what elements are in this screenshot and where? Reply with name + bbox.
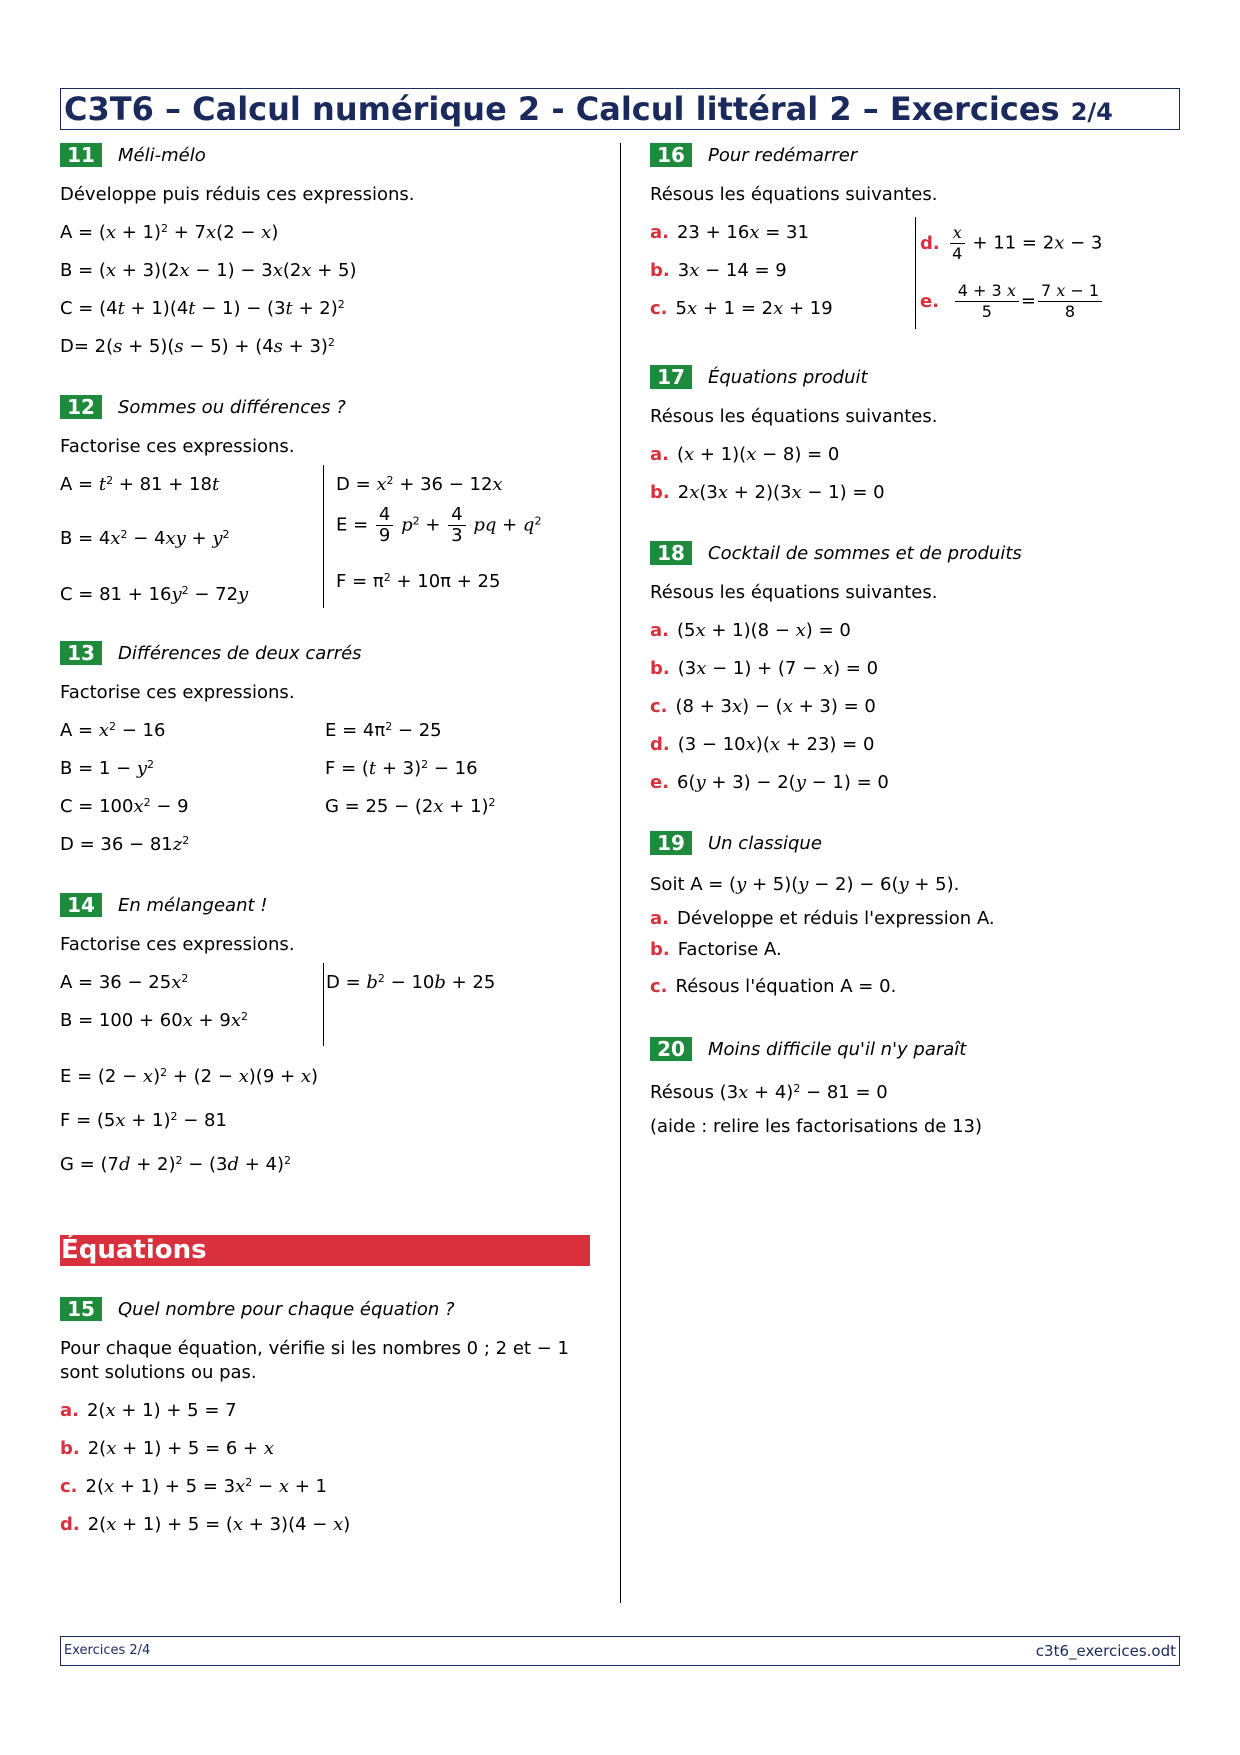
equation: a. (5x + 1)(8 − x) = 0 (650, 620, 851, 641)
exercise-number: 12 (60, 395, 102, 419)
exercise-title: Méli-mélo (118, 144, 206, 166)
question: b. Factorise A. (650, 939, 782, 960)
expression: B = (x + 3)(2x − 1) − 3x(2x + 5) (60, 260, 357, 281)
expression: $B = 1 - y^2$ (60, 758, 155, 779)
page-header (60, 88, 1180, 130)
exercise-title: Différences de deux carrés (118, 642, 362, 664)
separator (323, 963, 324, 1046)
equation: d. $\frac{x}{4}$ + 11 = 2x − 3 (920, 223, 1103, 263)
equation: b. 2x(3x + 2)(3x − 1) = 0 (650, 482, 885, 503)
instruction: Développe puis réduis ces expressions. (60, 184, 415, 205)
exercise-number: 19 (650, 831, 692, 855)
exercise-title: Équations produit (708, 366, 868, 388)
expression: $A = t^2 + 81 + 18t$ (60, 474, 220, 495)
page-number: 2/4 (1070, 98, 1113, 126)
expression: $G = (7d + 2)^2 - (3d + 4)^2$ (60, 1154, 292, 1175)
instruction: Résous les équations suivantes. (650, 184, 938, 205)
expression: $E = (2 - x)^2 + (2 - x)(9 + x)$ (60, 1066, 318, 1087)
expression: $A = 36 - 25x^2$ (60, 972, 189, 993)
instruction: Factorise ces expressions. (60, 436, 295, 457)
expression: $F = (t + 3)^2 - 16$ (325, 758, 478, 779)
statement: Soit A = (y + 5)(y − 2) − 6(y + 5). (650, 874, 960, 895)
equation: a. (x + 1)(x − 8) = 0 (650, 444, 840, 465)
expression: E = $\frac{4}{9}$ $p^2$ + $\frac{4}{3}$ pq + $q^2$ (336, 504, 542, 546)
question: a. Développe et réduis l'expression A. (650, 908, 995, 929)
footer-filename: c3t6_exercices.odt (1035, 1642, 1176, 1660)
exercise-14 (60, 893, 590, 1173)
exercise-number: 14 (60, 893, 102, 917)
equation: e. $\frac{4 + 3 x}{5}$ = $\frac{7 x - 1}{8}$ (920, 281, 1104, 322)
exercise-title: Quel nombre pour chaque équation ? (118, 1298, 455, 1320)
exercise-number: 20 (650, 1037, 692, 1061)
equation: d. 2(x + 1) + 5 = (x + 3)(4 − x) (60, 1514, 351, 1535)
exercise-number: 15 (60, 1297, 102, 1321)
expression: $D = 36 - 81z^2$ (60, 834, 190, 855)
exercise-19 (650, 831, 1190, 1013)
separator (323, 465, 324, 608)
equations-banner: Équations (60, 1235, 590, 1266)
instruction: Factorise ces expressions. (60, 682, 295, 703)
expression: $E = 4\pi^2 - 25$ (325, 720, 442, 741)
instruction: Résous les équations suivantes. (650, 582, 938, 603)
right-column (650, 143, 1190, 1139)
hint: (aide : relire les factorisations de 13) (650, 1116, 982, 1137)
exercise-17 (650, 365, 1190, 519)
equation: b. (3x − 1) + (7 − x) = 0 (650, 658, 879, 679)
expression: $B = 4x^2 - 4xy + y^2$ (60, 528, 230, 549)
page-footer (60, 1636, 1180, 1666)
question: c. Résous l'équation A = 0. (650, 976, 897, 997)
exercise-18 (650, 541, 1190, 809)
exercise-12 (60, 395, 590, 619)
statement: Résous $(3x + 4)^2 - 81 = 0$ (650, 1082, 888, 1103)
exercise-title: Pour redémarrer (708, 144, 858, 166)
instruction: Résous les équations suivantes. (650, 406, 938, 427)
exercise-15 (60, 1297, 600, 1551)
exercise-16 (650, 143, 1190, 325)
expression: $C = 81 + 16y^2 - 72y$ (60, 584, 249, 605)
equation: c. $2(x + 1) + 5 = 3x^2 - x + 1$ (60, 1476, 327, 1497)
exercise-title: Cocktail de sommes et de produits (708, 542, 1022, 564)
exercise-title: Moins difficile qu'il n'y paraît (708, 1038, 967, 1060)
exercise-number: 17 (650, 365, 692, 389)
exercise-title: Sommes ou différences ? (118, 396, 346, 418)
equation: c. (8 + 3x) − (x + 3) = 0 (650, 696, 876, 717)
expression: $A = (x + 1)^2 + 7x(2 - x)$ (60, 222, 279, 243)
expression: $A = x^2 - 16$ (60, 720, 166, 741)
exercise-20 (650, 1037, 1190, 1139)
exercise-number: 16 (650, 143, 692, 167)
separator (915, 217, 916, 329)
page-title: C3T6 – Calcul numérique 2 - Calcul littéral 2 – Exercices (64, 90, 1060, 128)
exercise-number: 13 (60, 641, 102, 665)
equation: b. 3x − 14 = 9 (650, 260, 787, 281)
expression: $C = 100x^2 - 9$ (60, 796, 189, 817)
instruction: Pour chaque équation, vérifie si les nombres 0 ; 2 et − 1 sont solutions ou pas. (60, 1338, 569, 1383)
exercise-number: 11 (60, 143, 102, 167)
exercise-number: 18 (650, 541, 692, 565)
column-divider (620, 143, 621, 1603)
expression: $D = x^2 + 36 - 12x$ (336, 474, 503, 495)
exercise-13 (60, 641, 590, 855)
expression: $C = (4t + 1)(4t - 1) - (3t + 2)^2$ (60, 298, 345, 319)
expression: $D= 2(s + 5)(s - 5) + (4s + 3)^2$ (60, 336, 335, 357)
equation: b. 2(x + 1) + 5 = 6 + x (60, 1438, 275, 1459)
expression: $F = \pi^2 + 10\pi + 25$ (336, 571, 501, 592)
footer-left: Exercices 2/4 (64, 1643, 151, 1658)
exercise-title: Un classique (708, 832, 822, 854)
equation: c. 5x + 1 = 2x + 19 (650, 298, 833, 319)
exercise-title: En mélangeant ! (118, 894, 268, 916)
equation: a. 23 + 16x = 31 (650, 222, 809, 243)
expression: $G = 25 - (2x + 1)^2$ (325, 796, 496, 817)
equation: a. 2(x + 1) + 5 = 7 (60, 1400, 237, 1421)
equation: d. (3 − 10x)(x + 23) = 0 (650, 734, 875, 755)
instruction: Factorise ces expressions. (60, 934, 295, 955)
expression: $F = (5x + 1)^2 - 81$ (60, 1110, 227, 1131)
left-column (60, 143, 590, 1173)
equation: e. 6(y + 3) − 2(y − 1) = 0 (650, 772, 889, 793)
expression: $D = b^2 - 10b + 25$ (326, 972, 496, 993)
expression: $B = 100 + 60x + 9x^2$ (60, 1010, 248, 1031)
exercise-11 (60, 143, 590, 373)
